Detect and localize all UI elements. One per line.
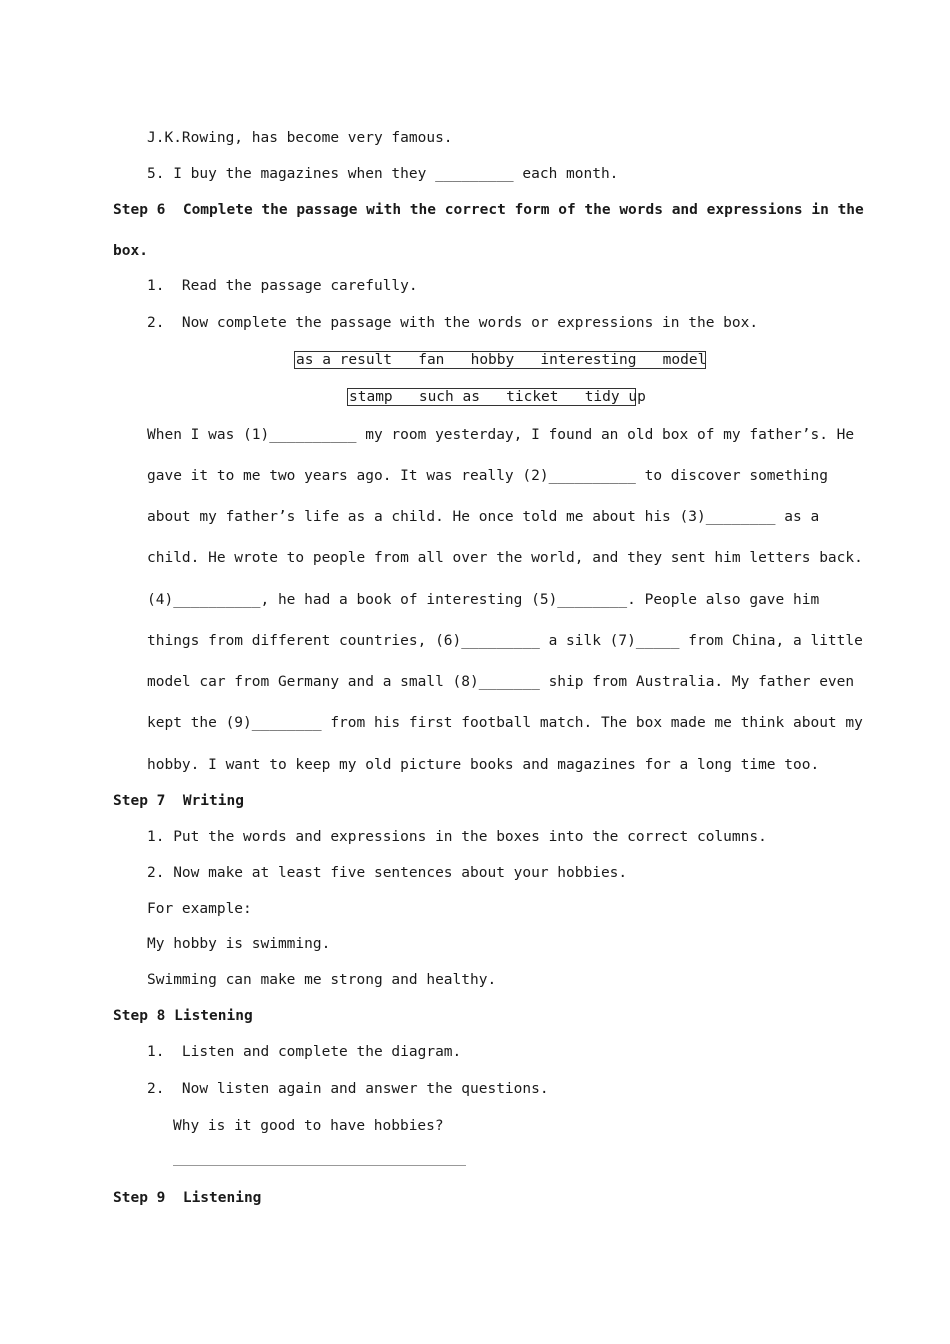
passage-line: things from different countries, (6)_________ a silk (7)_____ from China, a little [147, 633, 863, 649]
example-sentence: My hobby is swimming. [147, 936, 331, 952]
passage-line: hobby. I want to keep my old picture books and magazines for a long time too. [147, 757, 820, 773]
passage-line: child. He wrote to people from all over the world, and they sent him letters back. [147, 550, 863, 566]
passage-line: When I was (1)__________ my room yesterday, I found an old box of my father’s. He [147, 427, 855, 443]
step8-item-1: 1. Listen and complete the diagram. [147, 1044, 462, 1060]
example-sentence: Swimming can make me strong and healthy. [147, 972, 497, 988]
step6-item-1: 1. Read the passage carefully. [147, 278, 418, 294]
exercise-item-5: 5. I buy the magazines when they _________ each month. [147, 166, 619, 182]
step8-item-2: 2. Now listen again and answer the questions. [147, 1081, 549, 1097]
step8-question: Why is it good to have hobbies? [173, 1118, 444, 1134]
step7-item-2: 2. Now make at least five sentences about your hobbies. [147, 865, 628, 881]
passage-line: model car from Germany and a small (8)_______ ship from Australia. My father even [147, 674, 855, 690]
answer-line [173, 1165, 466, 1166]
step6-heading-continued: box. [113, 243, 148, 259]
passage-line: gave it to me two years ago. It was really (2)__________ to discover something [147, 468, 828, 484]
step9-heading: Step 9 Listening [113, 1190, 262, 1206]
text-line: J.K.Rowing, has become very famous. [147, 130, 453, 146]
passage-line: about my father’s life as a child. He once told me about his (3)________ as a [147, 509, 820, 525]
step7-item-1: 1. Put the words and expressions in the boxes into the correct columns. [147, 829, 767, 845]
step6-item-2: 2. Now complete the passage with the words or expressions in the box. [147, 315, 759, 331]
step6-heading: Step 6 Complete the passage with the correct form of the words and expressions in the [113, 202, 864, 218]
word-box-row-2: stamp such as ticket tidy up [349, 389, 646, 405]
passage-line: (4)__________, he had a book of interesting (5)________. People also gave him [147, 592, 820, 608]
step7-heading: Step 7 Writing [113, 793, 244, 809]
word-box-row-1: as a result fan hobby interesting model [296, 352, 716, 368]
step8-heading: Step 8 Listening [113, 1008, 253, 1024]
passage-line: kept the (9)________ from his first football match. The box made me think about my [147, 715, 863, 731]
example-label: For example: [147, 901, 252, 917]
